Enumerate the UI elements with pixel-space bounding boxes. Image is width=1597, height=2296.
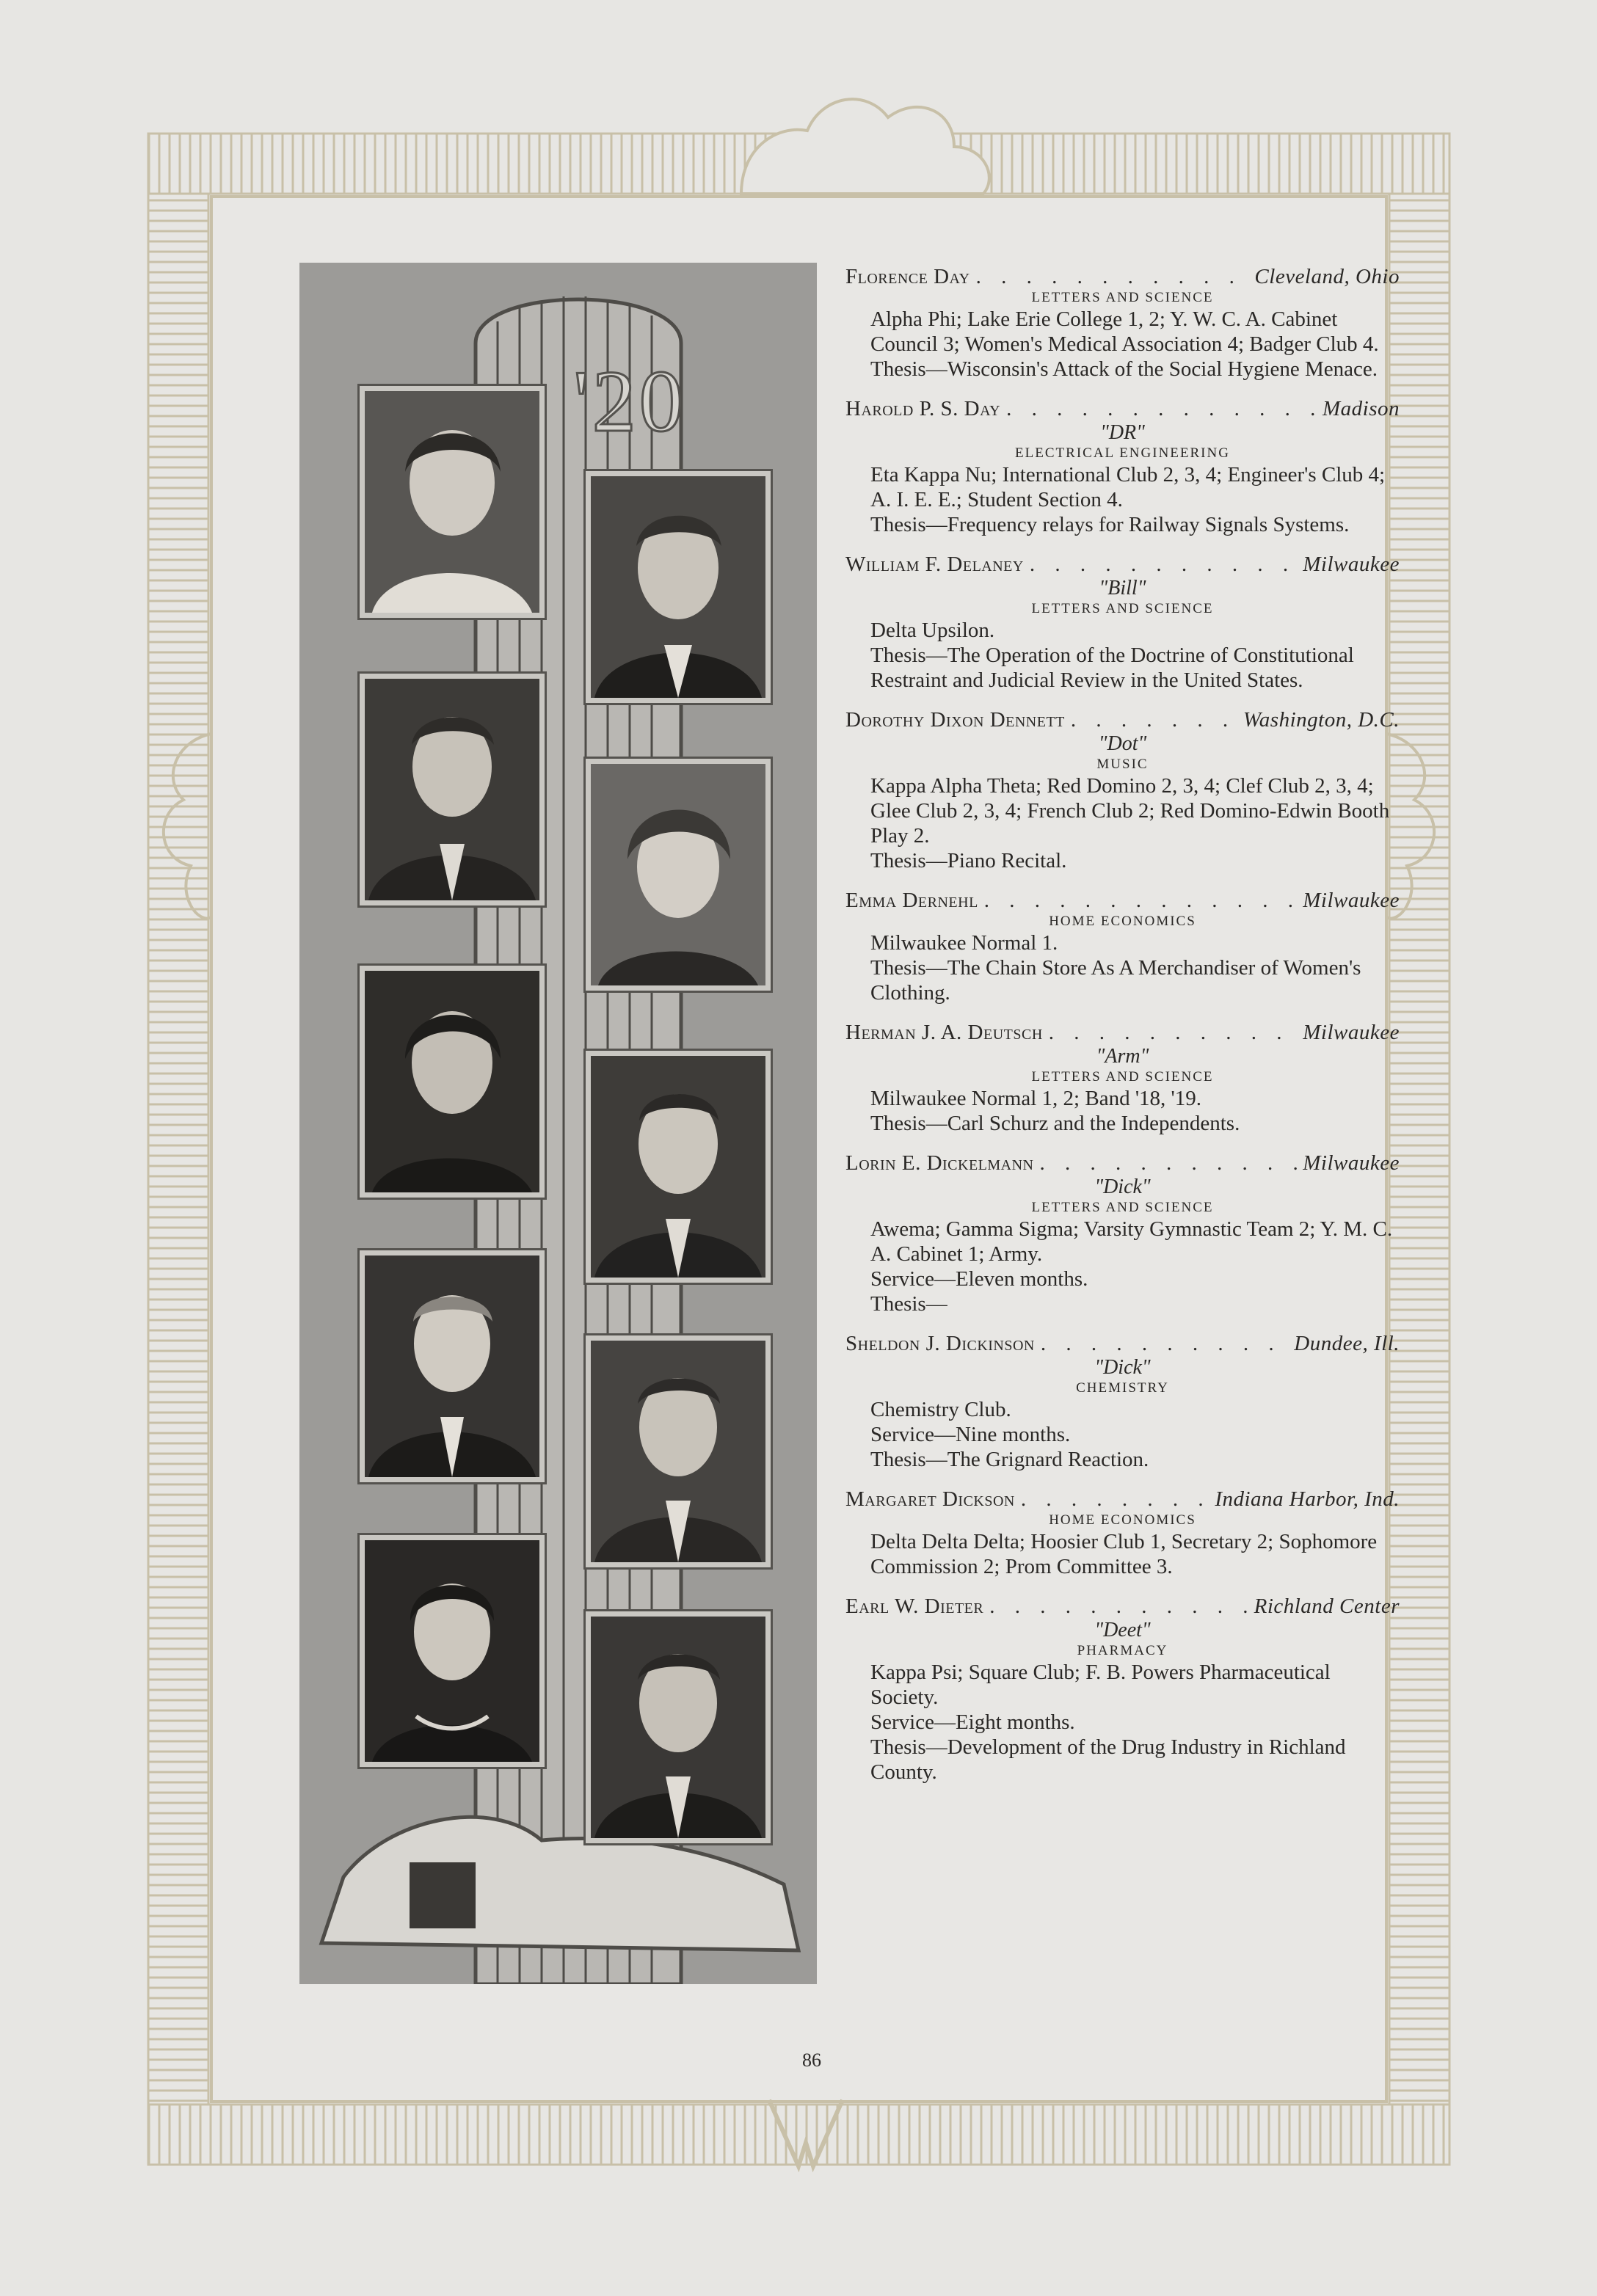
department: LETTERS AND SCIENCE — [1031, 1200, 1214, 1215]
hometown: Milwaukee — [1303, 553, 1400, 576]
thesis: Thesis—Carl Schurz and the Independents. — [870, 1112, 1240, 1135]
student-name: Florence Day — [845, 265, 970, 288]
class-year-mark: '20 — [573, 352, 686, 450]
hometown: Milwaukee — [1303, 889, 1400, 912]
portrait-panel — [299, 263, 817, 1984]
activities: Kappa Psi; Square Club; F. B. Powers Pharmaceutical Society. — [870, 1661, 1331, 1709]
department: PHARMACY — [1077, 1643, 1168, 1658]
activities: Eta Kappa Nu; International Club 2, 3, 4; Engineer's Club 4; A. I. E. E.; Student Section 4. — [870, 463, 1386, 511]
student-name: Earl W. Dieter — [845, 1595, 984, 1618]
student-entry — [845, 264, 1400, 382]
thesis: Thesis—Frequency relays for Railway Signals Systems. — [870, 513, 1350, 536]
thesis: Thesis—Wisconsin's Attack of the Social Hygiene Menace. — [870, 357, 1378, 381]
portrait-photo — [360, 1250, 545, 1482]
thesis: Thesis—Piano Recital. — [870, 849, 1067, 872]
department: LETTERS AND SCIENCE — [1031, 601, 1214, 616]
department: ELECTRICAL ENGINEERING — [1015, 445, 1230, 461]
portrait-photo — [586, 1611, 771, 1843]
activities: Awema; Gamma Sigma; Varsity Gymnastic Team 2; Y. M. C. A. Cabinet 1; Army. — [870, 1217, 1393, 1266]
student-entry — [845, 1331, 1400, 1472]
nickname: "Dick" — [1094, 1176, 1151, 1198]
hometown: Richland Center — [1254, 1595, 1400, 1618]
student-name: Sheldon J. Dickinson — [845, 1332, 1035, 1355]
portrait-photo — [586, 1335, 771, 1567]
activities: Delta Upsilon. — [870, 619, 995, 642]
activities: Milwaukee Normal 1, 2; Band '18, '19. — [870, 1087, 1202, 1110]
student-entry — [845, 552, 1400, 693]
student-entry — [845, 1020, 1400, 1136]
student-name: Emma Dernehl — [845, 889, 978, 912]
hometown: Washington, D.C. — [1243, 708, 1400, 732]
nickname: "DR" — [1100, 421, 1145, 444]
student-name: Margaret Dickson — [845, 1487, 1015, 1511]
department: CHEMISTRY — [1076, 1380, 1169, 1396]
department: MUSIC — [1096, 757, 1149, 772]
hometown: Milwaukee — [1303, 1021, 1400, 1044]
nickname: "Bill" — [1099, 577, 1146, 599]
student-entry — [845, 1594, 1400, 1785]
student-name: Harold P. S. Day — [845, 397, 1001, 420]
student-entry — [845, 396, 1400, 537]
student-name: William F. Delaney — [845, 553, 1024, 576]
activities: Alpha Phi; Lake Erie College 1, 2; Y. W. C. A. Cabinet Council 3; Women's Medical Association 4; Badger Club 4. — [870, 307, 1379, 356]
activities: Delta Delta Delta; Hoosier Club 1, Secretary 2; Sophomore Commission 2; Prom Committee 3. — [870, 1530, 1378, 1578]
department: HOME ECONOMICS — [1049, 914, 1196, 929]
hometown: Cleveland, Ohio — [1254, 265, 1400, 288]
student-name: Herman J. A. Deutsch — [845, 1021, 1043, 1044]
hometown: Indiana Harbor, Ind. — [1215, 1487, 1400, 1511]
activities: Milwaukee Normal 1. — [870, 931, 1058, 955]
department: HOME ECONOMICS — [1049, 1512, 1196, 1528]
nickname: "Arm" — [1096, 1045, 1149, 1068]
service: Service—Eleven months. — [870, 1267, 1088, 1291]
thesis: Thesis—The Operation of the Doctrine of Constitutional Restraint and Judicial Review in the United States. — [870, 644, 1354, 692]
activities: Kappa Alpha Theta; Red Domino 2, 3, 4; Clef Club 2, 3, 4; Glee Club 2, 3, 4; French Club 2; Red Domino-Edwin Booth Play 2. — [870, 774, 1390, 848]
hometown: Madison — [1323, 397, 1400, 420]
service: Service—Eight months. — [870, 1710, 1075, 1734]
portrait-photo — [586, 759, 771, 991]
thesis: Thesis—The Grignard Reaction. — [870, 1448, 1149, 1471]
nickname: "Dick" — [1094, 1356, 1151, 1379]
service: Service—Nine months. — [870, 1423, 1071, 1446]
student-entry — [845, 707, 1400, 873]
department: LETTERS AND SCIENCE — [1031, 290, 1214, 305]
portrait-photo — [360, 1535, 545, 1767]
student-entry — [845, 888, 1400, 1005]
hometown: Milwaukee — [1303, 1151, 1400, 1175]
nickname: "Dot" — [1098, 732, 1147, 755]
thesis: Thesis— — [870, 1292, 947, 1316]
student-name: Dorothy Dixon Dennett — [845, 708, 1065, 732]
student-name: Lorin E. Dickelmann — [845, 1151, 1034, 1175]
thesis: Thesis—Development of the Drug Industry in Richland County. — [870, 1735, 1346, 1784]
nickname: "Deet" — [1094, 1619, 1151, 1641]
department: LETTERS AND SCIENCE — [1031, 1069, 1214, 1085]
portrait-photo — [586, 471, 771, 703]
activities: Chemistry Club. — [870, 1398, 1011, 1421]
page-number: 86 — [802, 2049, 821, 2071]
student-entry — [845, 1151, 1400, 1316]
student-entries — [845, 264, 1400, 1799]
portrait-photo — [360, 674, 545, 905]
portrait-photo — [360, 966, 545, 1198]
thesis: Thesis—The Chain Store As A Merchandiser of Women's Clothing. — [870, 956, 1361, 1005]
portrait-photo — [586, 1051, 771, 1283]
student-entry — [845, 1487, 1400, 1579]
portrait-photo — [360, 386, 545, 618]
hometown: Dundee, Ill. — [1294, 1332, 1400, 1355]
